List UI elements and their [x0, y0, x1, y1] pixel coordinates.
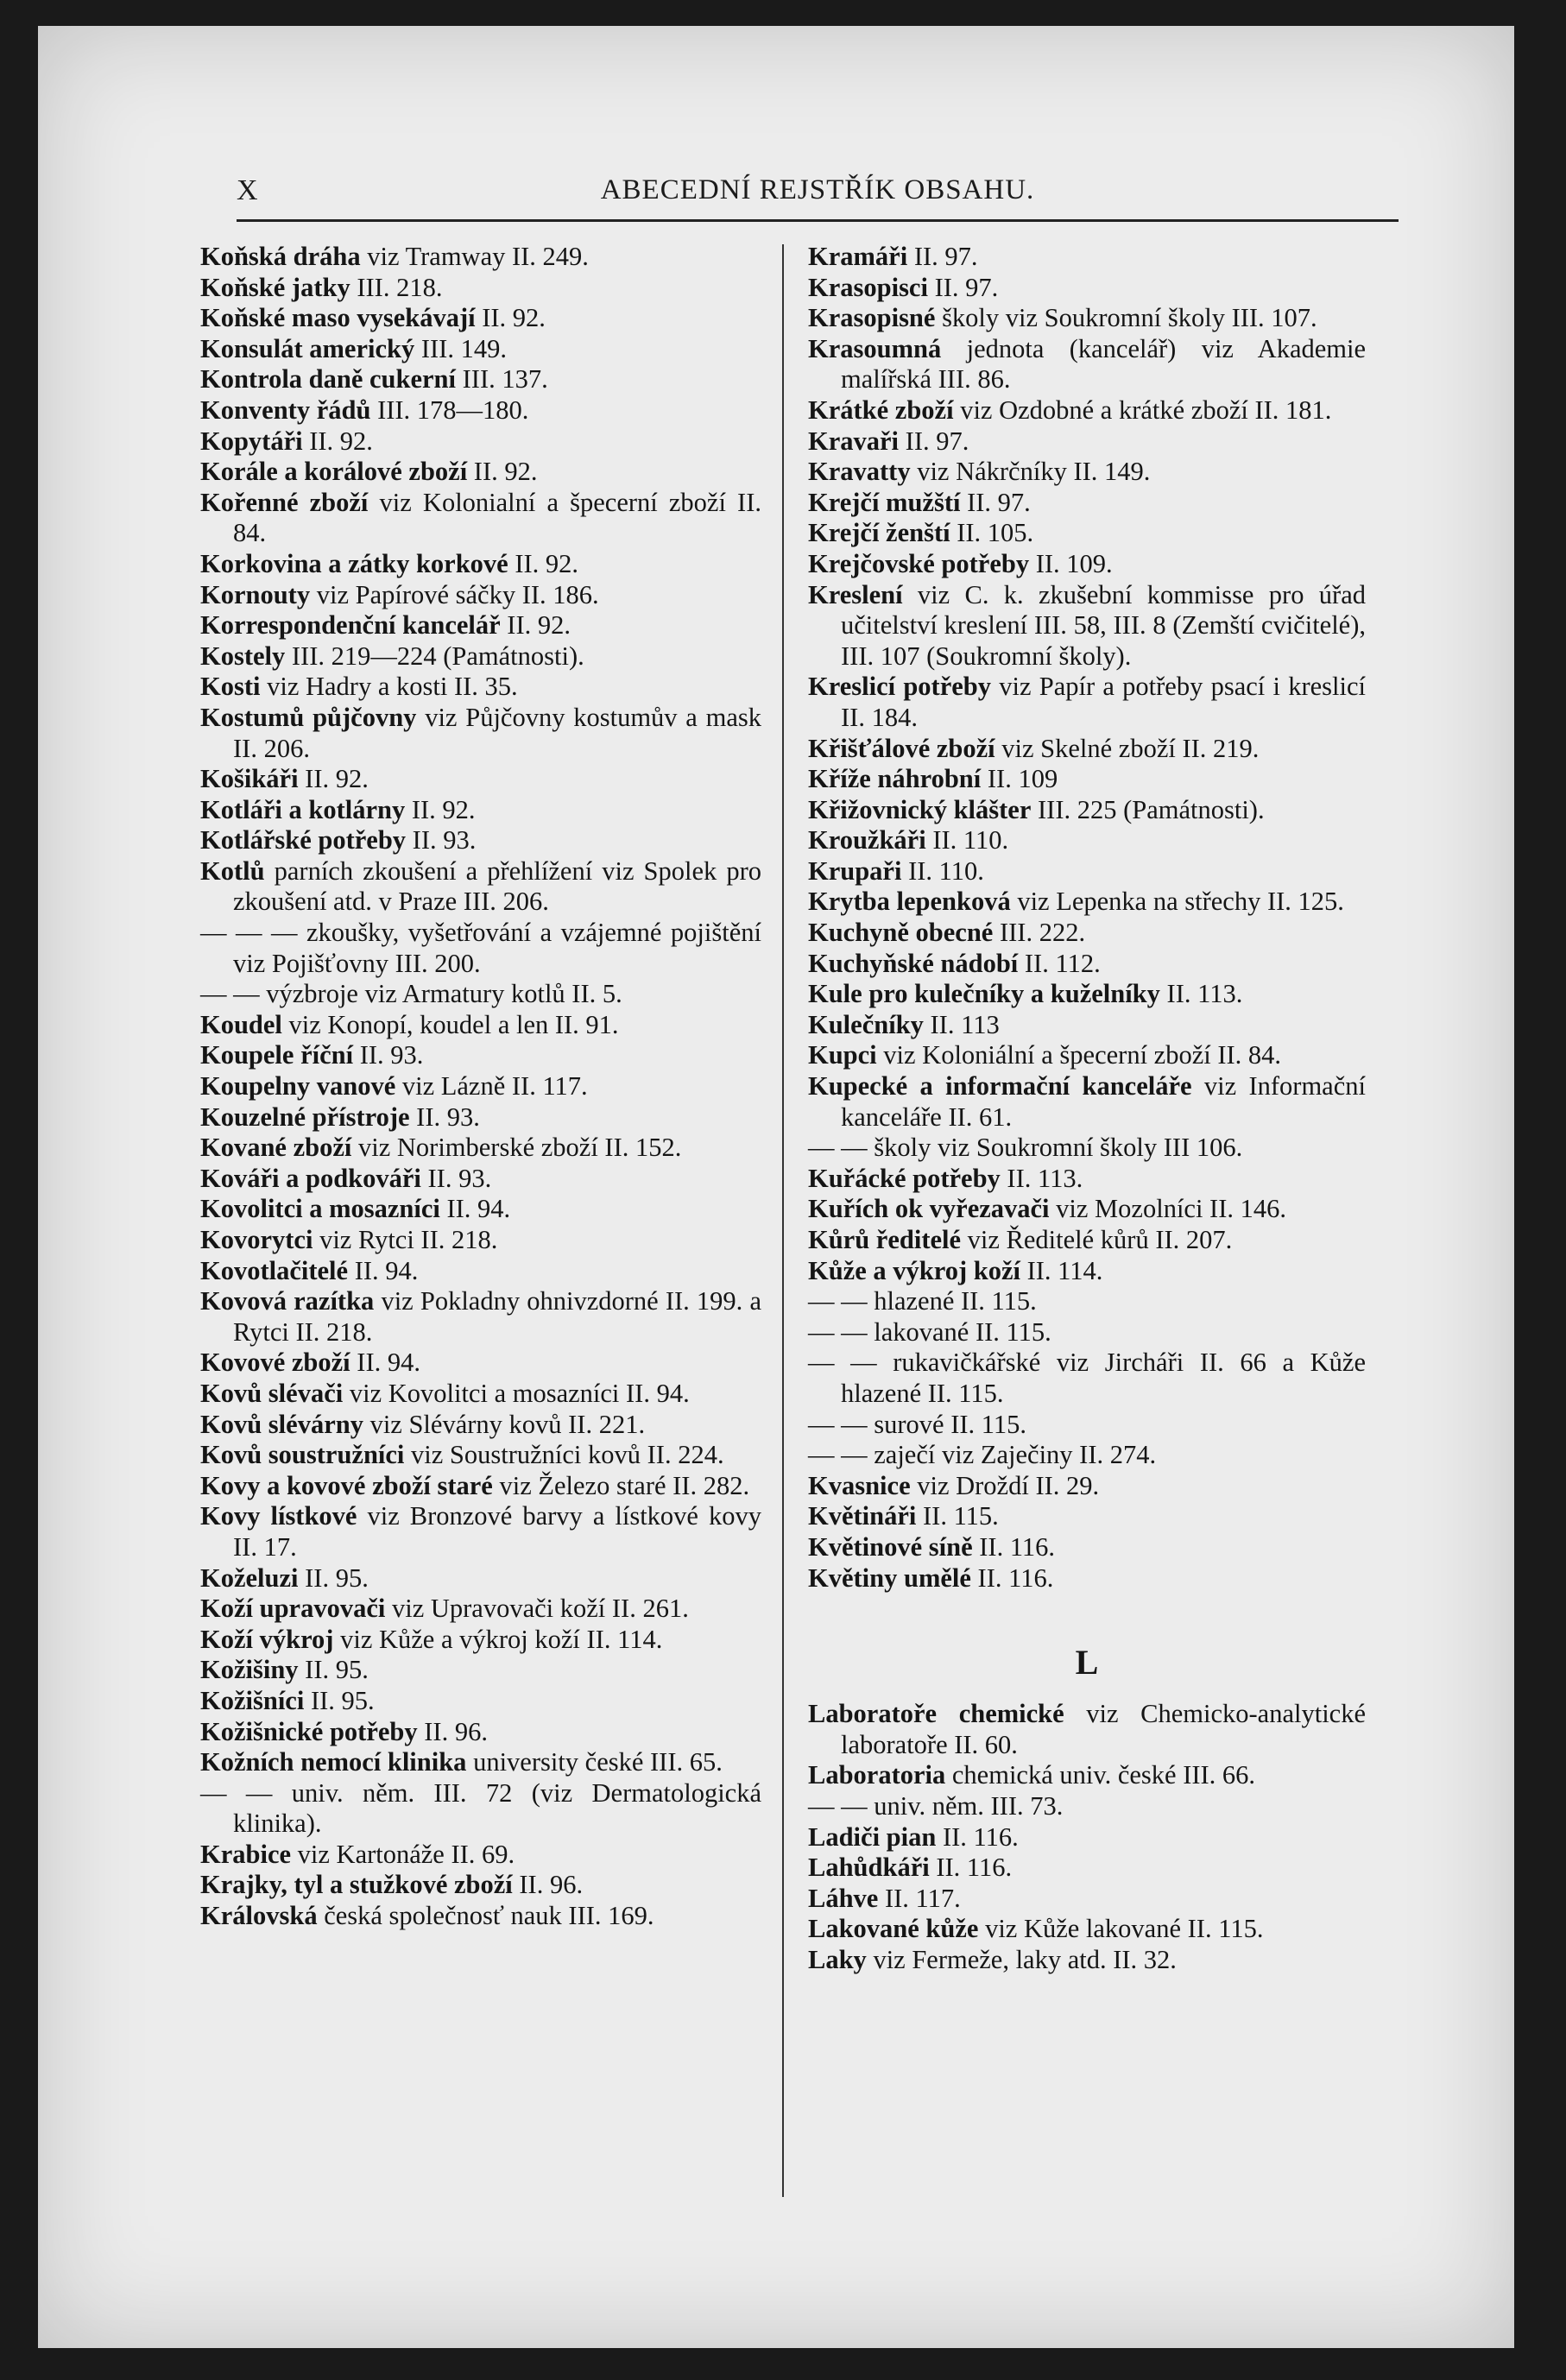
index-reference: viz Norimberské zboží II. 152.: [351, 1133, 682, 1163]
index-entry: [808, 1914, 1366, 1945]
index-term: Kuřácké potřeby: [808, 1163, 1001, 1193]
index-entry: [808, 825, 1366, 856]
index-term: Kovů slévárny: [200, 1409, 363, 1439]
index-entry: [200, 1256, 761, 1287]
index-reference: II. 116.: [970, 1562, 1054, 1593]
index-reference: II. 117.: [878, 1883, 961, 1913]
index-reference: II. 92.: [508, 548, 579, 578]
index-entry: [808, 457, 1366, 488]
index-reference: II. 92.: [405, 794, 476, 824]
index-entry: [808, 1348, 1366, 1409]
index-entry: [200, 364, 761, 395]
index-entry: [200, 1194, 761, 1225]
index-term: Kravatty: [808, 457, 911, 487]
index-entry: [808, 488, 1366, 519]
index-term: Květinové síně: [808, 1531, 973, 1562]
index-reference: jednota (kancelář) viz Akademie malířská III. 86.: [841, 333, 1366, 395]
index-entry: [808, 303, 1366, 334]
index-term: Kovové zboží: [200, 1348, 350, 1378]
index-reference: II. 93.: [353, 1040, 424, 1070]
index-entry: [200, 918, 761, 979]
index-entry: [200, 1563, 761, 1594]
index-term: Koupele říční: [200, 1040, 354, 1070]
index-entry: [200, 1625, 761, 1656]
index-term: Koňské maso vysekávají: [200, 303, 476, 333]
index-reference: II. 115.: [916, 1501, 999, 1531]
index-entry: [200, 610, 761, 641]
index-term: Lahůdkáři: [808, 1853, 930, 1883]
index-column-right: [808, 242, 1366, 1975]
index-term: Kované zboží: [200, 1133, 352, 1163]
page-number: X: [237, 174, 258, 206]
index-entry: [200, 1286, 761, 1348]
index-reference: viz Hadry a kosti II. 35.: [260, 672, 518, 702]
index-term: Kouzelné přístroje: [200, 1102, 410, 1132]
index-reference: viz Koloniální a špecerní zboží II. 84.: [876, 1040, 1282, 1070]
index-reference: II. 92.: [467, 457, 538, 487]
index-term: Kořenné zboží: [200, 487, 369, 517]
index-term: Kovů slévači: [200, 1378, 344, 1408]
index-entry: [200, 764, 761, 795]
index-reference: — — rukavičkářské viz Jircháři II. 66 a Kůže hlazené II. 115.: [808, 1348, 1366, 1408]
index-reference: II. 114.: [1020, 1255, 1103, 1285]
index-entry: [808, 334, 1366, 395]
index-reference: II. 92.: [298, 764, 369, 794]
index-entry: [808, 734, 1366, 765]
index-term: Lakované kůže: [808, 1914, 979, 1944]
index-entry: [808, 242, 1366, 273]
index-reference: II. 96.: [512, 1870, 584, 1900]
index-reference: viz Ředitelé kůrů II. 207.: [961, 1225, 1233, 1254]
index-term: Krasopisné: [808, 303, 936, 333]
index-term: Koňské jatky: [200, 272, 350, 302]
index-reference: parních zkoušení a přehlížení viz Spolek pro zkoušení atd. v Praze III. 206.: [233, 855, 761, 917]
index-term: Koupelny vanové: [200, 1071, 396, 1102]
index-term: Kravaři: [808, 426, 900, 456]
index-term: Kováři a podkováři: [200, 1163, 421, 1193]
index-term: Kotlářské potřeby: [200, 825, 407, 855]
index-term: Kožišnické potřeby: [200, 1716, 418, 1746]
index-reference: viz Upravovači koží II. 261.: [385, 1594, 689, 1624]
index-entry: [200, 1901, 761, 1932]
index-entry: [200, 979, 761, 1010]
index-reference: II. 95.: [298, 1655, 369, 1685]
index-term: Korále a korálové zboží: [200, 457, 468, 487]
index-reference: viz Půjčovny kostumův a mask II. 206.: [233, 702, 761, 763]
index-entry: [808, 580, 1366, 672]
index-entry: [200, 1840, 761, 1871]
index-reference: viz Železo staré II. 282.: [492, 1470, 750, 1500]
index-entry: [200, 856, 761, 918]
index-entry: [200, 825, 761, 856]
index-term: Kovotlačitelé: [200, 1255, 349, 1285]
index-entry: [200, 549, 761, 580]
index-term: Koudel: [200, 1009, 282, 1039]
index-term: Kupci: [808, 1040, 877, 1070]
index-entry: [808, 1164, 1366, 1195]
index-reference: viz Kůže a výkroj koží II. 114.: [333, 1624, 663, 1654]
index-reference: II. 116.: [972, 1531, 1056, 1562]
index-entry: [808, 1010, 1366, 1041]
index-reference: viz Droždí II. 29.: [910, 1470, 1100, 1500]
index-entry: [200, 1040, 761, 1071]
index-entry: [808, 395, 1366, 426]
index-term: Kovů soustružníci: [200, 1440, 405, 1470]
index-reference: university české III. 65.: [466, 1747, 723, 1777]
index-term: Kupecké a informační kanceláře: [808, 1071, 1192, 1102]
index-reference: II. 113.: [1000, 1163, 1083, 1193]
index-term: Kovy lístkové: [200, 1501, 357, 1531]
index-term: Laboratoře chemické: [808, 1699, 1064, 1729]
index-reference: II. 93.: [406, 825, 477, 855]
index-reference: viz Konopí, koudel a len II. 91.: [281, 1009, 619, 1039]
index-term: Kontrola daně cukerní: [200, 364, 456, 395]
index-reference: školy viz Soukromní školy III. 107.: [935, 303, 1317, 333]
page-header: [237, 174, 1399, 222]
index-reference: viz Kovolitci a mosazníci II. 94.: [343, 1378, 690, 1408]
index-term: Krajky, tyl a stužkové zboží: [200, 1870, 513, 1900]
section-letter-heading: L: [1075, 1643, 1099, 1682]
index-term: Krejčí mužští: [808, 487, 961, 517]
index-reference: II. 109.: [1029, 548, 1113, 578]
index-reference: III. 178—180.: [370, 395, 529, 425]
index-term: Laboratoria: [808, 1760, 946, 1790]
index-reference: III. 218.: [350, 272, 443, 302]
index-entry: [200, 1164, 761, 1195]
index-reference: II. 96.: [417, 1716, 488, 1746]
index-entry: [808, 1256, 1366, 1287]
index-entry: [808, 795, 1366, 826]
index-term: Kovová razítka: [200, 1286, 375, 1316]
index-term: Krejčovské potřeby: [808, 548, 1030, 578]
index-entry: [808, 1791, 1366, 1822]
index-entry: [808, 1194, 1366, 1225]
index-reference: II. 97.: [907, 242, 978, 271]
index-term: Krytba lepenková: [808, 887, 1011, 917]
index-term: Krabice: [200, 1839, 292, 1869]
index-reference: česká společnosť nauk III. 169.: [317, 1901, 654, 1931]
index-term: Koží výkroj: [200, 1624, 334, 1654]
column-divider: [782, 244, 784, 2197]
index-reference: chemická univ. české III. 66.: [945, 1760, 1256, 1790]
index-entry: [808, 672, 1366, 733]
index-reference: viz Lázně II. 117.: [395, 1071, 588, 1102]
index-entry: [200, 273, 761, 304]
index-term: Kožních nemocí klinika: [200, 1747, 467, 1777]
index-entry: [808, 949, 1366, 980]
index-section-l: [808, 1699, 1366, 1975]
index-entry: [808, 1760, 1366, 1791]
index-term: Kroužkáři: [808, 825, 926, 855]
index-entry: [200, 1471, 761, 1502]
index-entry: [200, 1870, 761, 1901]
index-entry: [808, 1501, 1366, 1532]
index-reference: viz Lepenka na střechy II. 125.: [1010, 887, 1344, 917]
index-reference: viz Ozdobné a krátké zboží II. 181.: [953, 395, 1332, 425]
index-entry: [808, 1317, 1366, 1348]
index-reference: — — výzbroje viz Armatury kotlů II. 5.: [200, 979, 622, 1009]
index-entry: [808, 518, 1366, 549]
index-reference: II. 116.: [936, 1821, 1019, 1852]
index-reference: — — univ. něm. III. 72 (viz Dermatologická klinika).: [200, 1777, 761, 1839]
index-entry: [808, 1410, 1366, 1441]
index-term: Kůže a výkroj koží: [808, 1255, 1020, 1285]
index-reference: viz Tramway II. 249.: [360, 242, 589, 271]
index-entry: [808, 1884, 1366, 1915]
index-entry: [200, 795, 761, 826]
index-reference: II. 97.: [960, 487, 1031, 517]
index-reference: viz Pokladny ohnivzdorné II. 199. a Rytci II. 218.: [233, 1286, 761, 1347]
index-reference: II. 110.: [925, 825, 1009, 855]
index-entry: [808, 549, 1366, 580]
index-entry: [200, 1133, 761, 1164]
index-term: Krejčí ženští: [808, 518, 950, 548]
index-reference: viz Kolonialní a špecerní zboží II. 84.: [233, 487, 761, 548]
index-entry: [808, 764, 1366, 795]
index-reference: II. 92.: [302, 426, 373, 456]
index-term: Kotláři a kotlárny: [200, 794, 406, 824]
index-entry: [200, 1379, 761, 1410]
index-reference: viz Mozolníci II. 146.: [1049, 1194, 1286, 1224]
index-entry: [200, 1594, 761, 1625]
index-term: Kožišníci: [200, 1685, 305, 1715]
index-entry: [200, 1010, 761, 1041]
index-reference: II. 97.: [927, 272, 999, 302]
index-reference: II. 95.: [298, 1562, 369, 1593]
index-term: Kůrů ředitelé: [808, 1225, 962, 1254]
index-entry: [200, 1778, 761, 1840]
index-entry: [808, 1040, 1366, 1071]
index-reference: viz Soustružníci kovů II. 224.: [404, 1440, 724, 1470]
index-section-k: [808, 242, 1366, 1594]
index-term: Kuchyňské nádobí: [808, 948, 1019, 978]
index-entry: [808, 1699, 1366, 1760]
index-reference: viz Papír a potřeby psací i kreslicí II. 184.: [841, 672, 1366, 732]
index-entry: [200, 1717, 761, 1748]
index-entry: [808, 1822, 1366, 1853]
index-term: Kuchyně obecné: [808, 918, 994, 948]
index-term: Láhve: [808, 1883, 879, 1913]
index-term: Korrespondenční kancelář: [200, 610, 501, 641]
index-reference: viz Rytci II. 218.: [313, 1225, 498, 1254]
index-entry: [808, 979, 1366, 1010]
index-reference: II. 110.: [901, 855, 984, 886]
index-term: Kříže náhrobní: [808, 764, 982, 794]
index-term: Kovorytci: [200, 1225, 313, 1254]
index-entry: [808, 1133, 1366, 1164]
index-entry: [808, 1532, 1366, 1563]
index-reference: — — surové II. 115.: [808, 1409, 1026, 1439]
index-reference: II. 94.: [350, 1348, 420, 1378]
index-term: Kulečníky: [808, 1009, 924, 1039]
index-entry: [200, 1410, 761, 1441]
index-entry: [808, 918, 1366, 949]
index-reference: II. 97.: [899, 426, 969, 456]
index-reference: II. 105.: [950, 518, 1034, 548]
index-term: Krasoumná: [808, 333, 942, 363]
index-term: Kostumů půjčovny: [200, 702, 417, 732]
index-reference: viz Kůže lakované II. 115.: [978, 1914, 1264, 1944]
index-reference: II. 92.: [475, 303, 546, 333]
index-entry: [200, 1440, 761, 1471]
index-entry: [808, 1225, 1366, 1256]
index-entry: [808, 1853, 1366, 1884]
index-reference: III. 137.: [456, 364, 548, 395]
index-reference: — — zaječí viz Zaječiny II. 274.: [808, 1440, 1157, 1470]
index-entry: [200, 703, 761, 764]
index-reference: II. 94.: [439, 1194, 511, 1224]
index-reference: viz Skelné zboží II. 219.: [995, 733, 1260, 763]
index-term: Kožišiny: [200, 1655, 299, 1685]
index-entry: [200, 1102, 761, 1133]
index-term: Kosti: [200, 672, 261, 702]
index-reference: viz Kartonáže II. 69.: [291, 1839, 515, 1869]
index-reference: — — — zkoušky, vyšetřování a vzájemné pojištění viz Pojišťovny III. 200.: [200, 918, 761, 978]
index-reference: viz Bronzové barvy a lístkové kovy II. 17.: [233, 1501, 761, 1562]
index-entry: [808, 1471, 1366, 1502]
index-entry: [200, 242, 761, 273]
index-entry: [200, 1686, 761, 1717]
index-reference: — — školy viz Soukromní školy III 106.: [808, 1133, 1243, 1163]
index-term: Krasopisci: [808, 272, 928, 302]
index-term: Květiny umělé: [808, 1562, 971, 1593]
index-term: Kovolitci a mosazníci: [200, 1194, 440, 1224]
index-reference: viz Papírové sáčky II. 186.: [310, 579, 599, 609]
index-reference: viz C. k. zkušební kommisse pro úřad učitelství kreslení III. 58, III. 8 (Zemští cvičitelé), III. 107 (Soukromní školy).: [841, 579, 1366, 671]
index-entry: [200, 1071, 761, 1102]
index-entry: [808, 1440, 1366, 1471]
index-reference: viz Slévárny kovů II. 221.: [363, 1409, 646, 1439]
index-entry: [200, 672, 761, 703]
index-reference: II. 94.: [348, 1255, 419, 1285]
index-term: Krátké zboží: [808, 395, 954, 425]
index-term: Korkovina a zátky korkové: [200, 548, 508, 578]
index-term: Konsulát americký: [200, 333, 415, 363]
index-term: Kostely: [200, 641, 286, 671]
index-reference: viz Informační kanceláře II. 61.: [841, 1071, 1366, 1132]
index-entry: [200, 303, 761, 334]
index-entry: [200, 1747, 761, 1778]
index-term: Ladiči pian: [808, 1821, 937, 1852]
index-entry: [808, 1563, 1366, 1594]
running-title: ABECEDNÍ REJSTŘÍK OBSAHU.: [600, 174, 1035, 205]
index-reference: — — hlazené II. 115.: [808, 1286, 1037, 1316]
index-entry: [200, 426, 761, 458]
index-reference: viz Nákrčníky II. 149.: [910, 457, 1151, 487]
index-term: Kvasnice: [808, 1470, 911, 1500]
index-reference: II. 92.: [500, 610, 571, 641]
index-reference: II. 109: [981, 764, 1058, 794]
index-column-left: [200, 242, 761, 1932]
index-entry: [808, 426, 1366, 458]
index-term: Kotlů: [200, 855, 265, 886]
index-entry: [200, 580, 761, 611]
index-reference: — — univ. něm. III. 73.: [808, 1790, 1064, 1821]
index-term: Křišťálové zboží: [808, 733, 995, 763]
index-term: Kornouty: [200, 579, 311, 609]
index-reference: III. 149.: [414, 333, 507, 363]
index-term: Košikáři: [200, 764, 299, 794]
index-entry: [200, 488, 761, 549]
index-entry: [200, 457, 761, 488]
index-reference: II. 93.: [420, 1163, 492, 1193]
index-term: Květináři: [808, 1501, 917, 1531]
index-term: Kuřích ok vyřezavači: [808, 1194, 1050, 1224]
index-entry: [200, 395, 761, 426]
index-reference: III. 219—224 (Památnosti).: [285, 641, 584, 671]
index-reference: viz Fermeže, laky atd. II. 32.: [866, 1944, 1177, 1974]
index-reference: viz Chemicko-analytické laboratoře II. 60.: [841, 1699, 1367, 1759]
index-term: Koňská dráha: [200, 242, 361, 271]
index-reference: II. 113.: [1159, 979, 1243, 1009]
index-reference: II. 113: [923, 1009, 1000, 1039]
index-term: Laky: [808, 1944, 867, 1974]
index-term: Křižovnický klášter: [808, 794, 1032, 824]
index-entry: [200, 1348, 761, 1379]
index-entry: [808, 1945, 1366, 1976]
index-term: Kopytáři: [200, 426, 303, 456]
index-entry: [200, 1225, 761, 1256]
index-entry: [808, 273, 1366, 304]
index-reference: II. 93.: [409, 1102, 480, 1132]
index-term: Kule pro kulečníky a kuželníky: [808, 979, 1160, 1009]
index-term: Kreslicí potřeby: [808, 672, 991, 702]
index-entry: [808, 856, 1366, 887]
index-term: Kramáři: [808, 242, 908, 271]
index-term: Konventy řádů: [200, 395, 371, 425]
index-reference: II. 112.: [1018, 948, 1101, 978]
index-term: Královská: [200, 1901, 318, 1931]
index-term: Kreslení: [808, 579, 903, 609]
index-entry: [808, 887, 1366, 918]
index-entry: [200, 334, 761, 365]
index-reference: III. 222.: [993, 918, 1086, 948]
index-entry: [808, 1071, 1366, 1133]
index-entry: [200, 641, 761, 672]
index-reference: III. 225 (Památnosti).: [1031, 794, 1265, 824]
index-entry: [808, 1286, 1366, 1317]
index-term: Kovy a kovové zboží staré: [200, 1470, 493, 1500]
index-term: Koželuzi: [200, 1562, 299, 1593]
index-reference: II. 95.: [304, 1685, 375, 1715]
index-entry: [200, 1655, 761, 1686]
index-entry: [200, 1501, 761, 1562]
index-term: Koží upravovači: [200, 1594, 386, 1624]
index-reference: — — lakované II. 115.: [808, 1316, 1051, 1347]
index-reference: II. 116.: [929, 1853, 1013, 1883]
index-term: Krupaři: [808, 855, 902, 886]
